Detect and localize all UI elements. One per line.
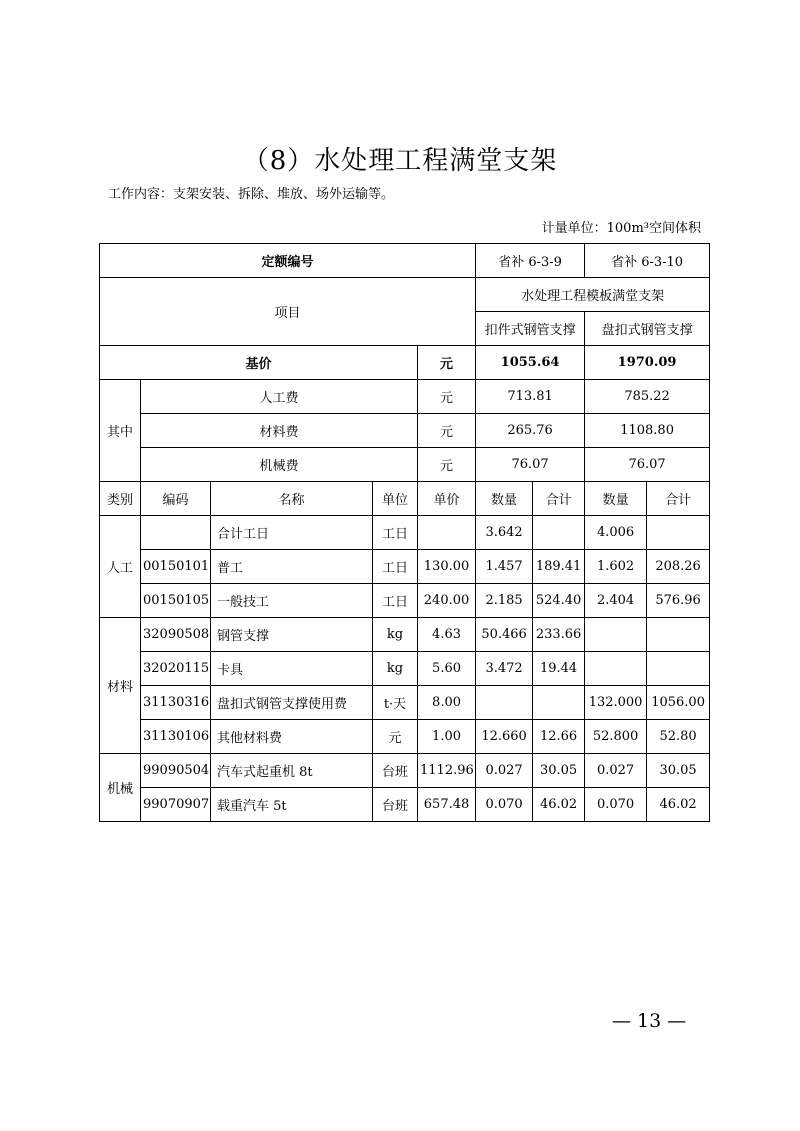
cell-price: 8.00 bbox=[418, 686, 476, 720]
base-price-unit: 元 bbox=[418, 346, 476, 380]
col-header-unit: 单位 bbox=[373, 482, 418, 516]
col-header-price: 单价 bbox=[418, 482, 476, 516]
cell-unit: t·天 bbox=[373, 686, 418, 720]
measurement-unit: 计量单位：100m³空间体积 bbox=[541, 221, 701, 236]
cell-qty-1: 2.185 bbox=[476, 584, 533, 618]
breakdown-label: 材料费 bbox=[141, 414, 418, 448]
col-header-qty-1: 数量 bbox=[476, 482, 533, 516]
cell-total-1: 524.40 bbox=[533, 584, 585, 618]
cell-total-2 bbox=[647, 516, 710, 550]
category-label-labor: 人工 bbox=[100, 516, 141, 618]
sub-item-1: 扣件式钢管支撑 bbox=[476, 312, 585, 346]
cell-total-2 bbox=[647, 652, 710, 686]
cell-name: 一般技工 bbox=[211, 584, 373, 618]
col-header-code: 编码 bbox=[141, 482, 211, 516]
cell-code bbox=[141, 516, 211, 550]
sub-item-2: 盘扣式钢管支撑 bbox=[585, 312, 710, 346]
cell-price: 4.63 bbox=[418, 618, 476, 652]
cell-total-2: 576.96 bbox=[647, 584, 710, 618]
cell-total-2: 30.05 bbox=[647, 754, 710, 788]
cell-total-1: 30.05 bbox=[533, 754, 585, 788]
cell-total-1: 233.66 bbox=[533, 618, 585, 652]
breakdown-label: 人工费 bbox=[141, 380, 418, 414]
page-title: （8）水处理工程满堂支架 bbox=[242, 146, 558, 176]
cell-qty-2: 0.027 bbox=[585, 754, 647, 788]
breakdown-value-2: 76.07 bbox=[585, 448, 710, 482]
cell-total-1 bbox=[533, 686, 585, 720]
category-label-materials: 材料 bbox=[100, 618, 141, 754]
category-label-machinery: 机械 bbox=[100, 754, 141, 822]
cell-qty-2: 0.070 bbox=[585, 788, 647, 822]
header-row-group bbox=[100, 278, 710, 312]
breakdown-group-label: 其中 bbox=[100, 380, 141, 482]
cell-unit: kg bbox=[373, 652, 418, 686]
cell-code: 32090508 bbox=[141, 618, 211, 652]
cell-qty-2: 132.000 bbox=[585, 686, 647, 720]
base-price-value-1: 1055.64 bbox=[476, 346, 585, 380]
base-price-value-2: 1970.09 bbox=[585, 346, 710, 380]
cell-qty-1: 0.070 bbox=[476, 788, 533, 822]
cell-code: 00150105 bbox=[141, 584, 211, 618]
cell-unit: kg bbox=[373, 618, 418, 652]
cell-price: 1112.96 bbox=[418, 754, 476, 788]
table-row bbox=[100, 788, 710, 822]
header-row-code bbox=[100, 244, 710, 278]
cell-unit: 元 bbox=[373, 720, 418, 754]
breakdown-row bbox=[100, 448, 710, 482]
quota-code-2: 省补 6-3-10 bbox=[585, 244, 710, 278]
cell-qty-2: 2.404 bbox=[585, 584, 647, 618]
cell-qty-1: 3.472 bbox=[476, 652, 533, 686]
cell-unit: 台班 bbox=[373, 754, 418, 788]
quota-code-1: 省补 6-3-9 bbox=[476, 244, 585, 278]
cell-name: 其他材料费 bbox=[211, 720, 373, 754]
quota-code-label: 定额编号 bbox=[100, 244, 476, 278]
table-row bbox=[100, 652, 710, 686]
cell-qty-1 bbox=[476, 686, 533, 720]
table-row bbox=[100, 550, 710, 584]
cell-price: 130.00 bbox=[418, 550, 476, 584]
cell-total-1: 46.02 bbox=[533, 788, 585, 822]
cell-price: 240.00 bbox=[418, 584, 476, 618]
base-price-label: 基价 bbox=[100, 346, 418, 380]
cell-qty-1: 0.027 bbox=[476, 754, 533, 788]
cell-name: 卡具 bbox=[211, 652, 373, 686]
breakdown-value-2: 785.22 bbox=[585, 380, 710, 414]
cell-total-1: 189.41 bbox=[533, 550, 585, 584]
col-header-name: 名称 bbox=[211, 482, 373, 516]
cell-qty-1: 1.457 bbox=[476, 550, 533, 584]
base-price-row bbox=[100, 346, 710, 380]
cell-total-2 bbox=[647, 618, 710, 652]
cell-qty-2: 52.800 bbox=[585, 720, 647, 754]
cell-unit: 工日 bbox=[373, 584, 418, 618]
item-label: 项目 bbox=[100, 278, 476, 346]
col-header-qty-2: 数量 bbox=[585, 482, 647, 516]
breakdown-value-1: 76.07 bbox=[476, 448, 585, 482]
work-content: 工作内容：支架安装、拆除、堆放、场外运输等。 bbox=[108, 187, 395, 202]
cell-price: 657.48 bbox=[418, 788, 476, 822]
breakdown-label: 机械费 bbox=[141, 448, 418, 482]
page-number: — 13 — bbox=[612, 1010, 687, 1032]
cell-total-1: 19.44 bbox=[533, 652, 585, 686]
col-header-category: 类别 bbox=[100, 482, 141, 516]
cell-price bbox=[418, 516, 476, 550]
cell-qty-2 bbox=[585, 618, 647, 652]
cell-total-2: 1056.00 bbox=[647, 686, 710, 720]
table-row bbox=[100, 516, 710, 550]
cell-qty-2 bbox=[585, 652, 647, 686]
cell-qty-2: 4.006 bbox=[585, 516, 647, 550]
cell-qty-2: 1.602 bbox=[585, 550, 647, 584]
cell-name: 合计工日 bbox=[211, 516, 373, 550]
cell-unit: 台班 bbox=[373, 788, 418, 822]
breakdown-value-2: 1108.80 bbox=[585, 414, 710, 448]
cell-name: 载重汽车 5t bbox=[211, 788, 373, 822]
cell-qty-1: 3.642 bbox=[476, 516, 533, 550]
table-row bbox=[100, 618, 710, 652]
cell-code: 99070907 bbox=[141, 788, 211, 822]
table-row bbox=[100, 720, 710, 754]
group-name: 水处理工程模板满堂支架 bbox=[476, 278, 710, 312]
cell-name: 钢管支撑 bbox=[211, 618, 373, 652]
cell-unit: 工日 bbox=[373, 516, 418, 550]
cell-qty-1: 12.660 bbox=[476, 720, 533, 754]
breakdown-row bbox=[100, 414, 710, 448]
table-row bbox=[100, 754, 710, 788]
cell-qty-1: 50.466 bbox=[476, 618, 533, 652]
cell-price: 5.60 bbox=[418, 652, 476, 686]
cell-name: 汽车式起重机 8t bbox=[211, 754, 373, 788]
breakdown-row bbox=[100, 380, 710, 414]
column-header-row bbox=[100, 482, 710, 516]
breakdown-unit: 元 bbox=[418, 380, 476, 414]
cell-code: 00150101 bbox=[141, 550, 211, 584]
cell-total-1: 12.66 bbox=[533, 720, 585, 754]
cell-unit: 工日 bbox=[373, 550, 418, 584]
breakdown-unit: 元 bbox=[418, 414, 476, 448]
breakdown-value-1: 713.81 bbox=[476, 380, 585, 414]
cell-code: 31130316 bbox=[141, 686, 211, 720]
breakdown-value-1: 265.76 bbox=[476, 414, 585, 448]
cell-total-2: 46.02 bbox=[647, 788, 710, 822]
cell-name: 普工 bbox=[211, 550, 373, 584]
cell-code: 31130106 bbox=[141, 720, 211, 754]
table-row bbox=[100, 686, 710, 720]
cell-code: 32020115 bbox=[141, 652, 211, 686]
cell-total-1 bbox=[533, 516, 585, 550]
quota-table bbox=[99, 243, 710, 822]
breakdown-unit: 元 bbox=[418, 448, 476, 482]
cell-name: 盘扣式钢管支撑使用费 bbox=[211, 686, 373, 720]
cell-price: 1.00 bbox=[418, 720, 476, 754]
cell-total-2: 208.26 bbox=[647, 550, 710, 584]
table-row bbox=[100, 584, 710, 618]
cell-total-2: 52.80 bbox=[647, 720, 710, 754]
cell-code: 99090504 bbox=[141, 754, 211, 788]
col-header-total-2: 合计 bbox=[647, 482, 710, 516]
col-header-total-1: 合计 bbox=[533, 482, 585, 516]
